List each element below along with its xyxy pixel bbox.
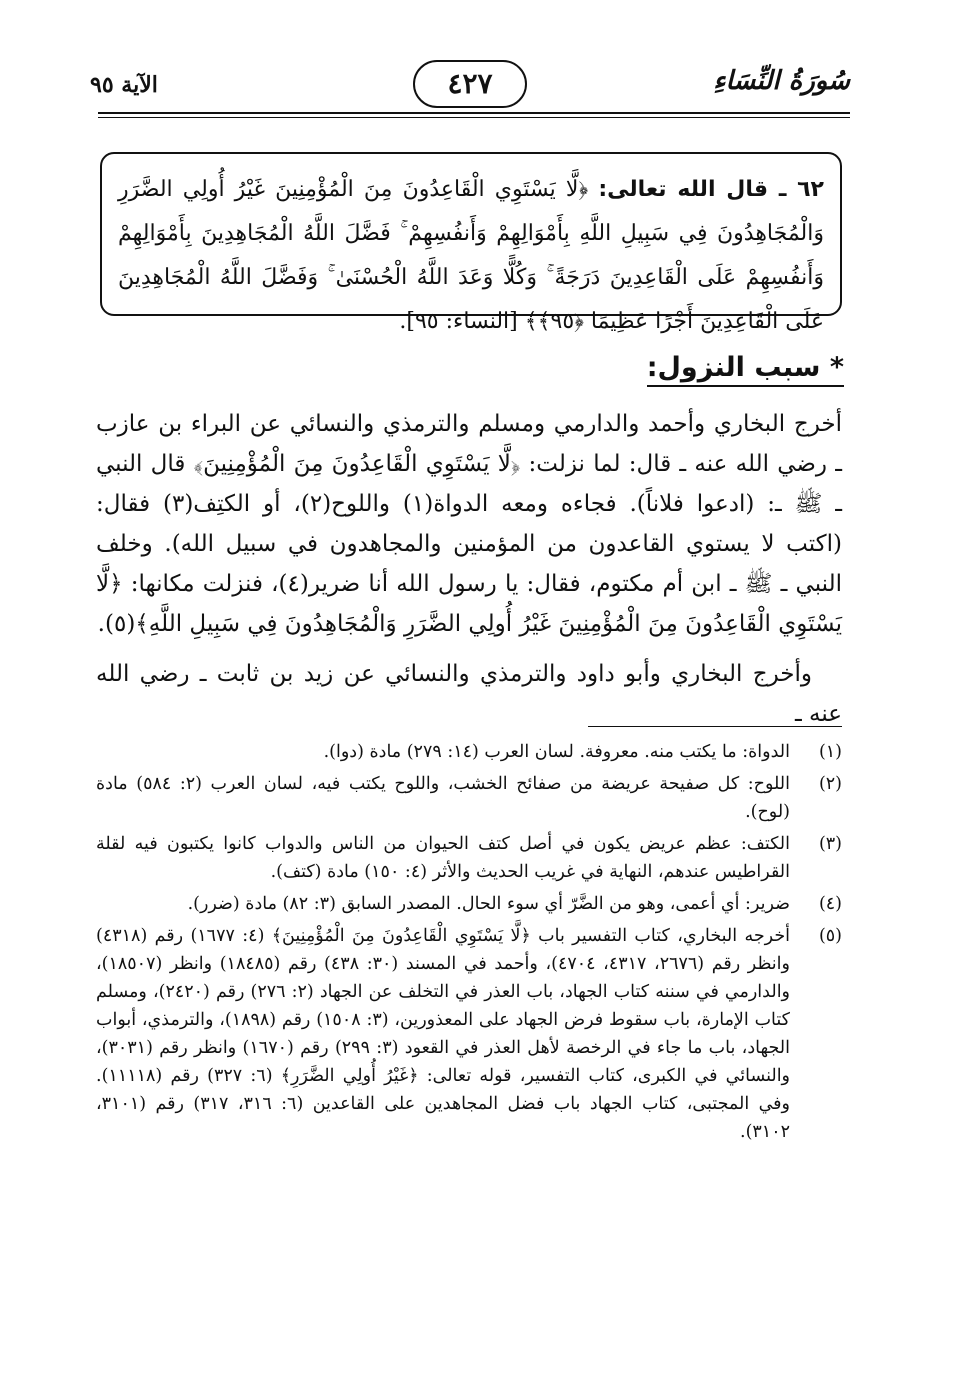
header-rule-thick [98,112,850,114]
footnote [96,890,842,918]
surah-title: سُورَةُ النِّسَاءِ [713,66,850,96]
footnote [96,738,842,766]
footnote-text: الكتف: عظم عريض يكون في أصل كتف الحيوان من الناس والدواب كانوا يكتبون فيه لقلة القراطيس عندهم، النهاية في غريب الحديث والأثر (٤: ١٥٠) مادة (كتف). [96,834,790,882]
body-text [96,404,842,734]
footnote-text: الدواة: ما يكتب منه. معروفة. لسان العرب (١٤: ٢٧٩) مادة (دوا). [323,742,790,762]
footnotes [96,738,842,1150]
page-number: ٤٢٧ [413,60,527,108]
footnote-text: ضرير: أي أعمى، وهو من الضَّرّ أي سوء الحال. المصدر السابق (٣: ٨٢) مادة (ضرر). [187,894,790,914]
quran-verse-box [100,152,842,334]
footnote-number: (٤) [818,894,842,914]
footnote [96,922,842,1146]
section-title: * سبب النزول: [647,352,844,387]
footnote [96,770,842,826]
footnote-number: (٥) [818,926,842,946]
footnote-separator [588,726,842,727]
verse-reference: الآية ٩٥ [90,72,158,98]
body-paragraph-1: أخرج البخاري وأحمد والدارمي ومسلم والترمذي والنسائي عن البراء بن عازب ـ رضي الله عنه ـ قال: لما نزلت: ﴿لَّا يَسْتَوِي الْقَاعِدُونَ مِنَ الْمُؤْمِنِينَ﴾ قال النبي ـ ﷺ ـ: (ادعوا فلاناً). فجاءه ومعه الدواة(١) واللوح(٢)، أو الكتِف(٣) فقال: (اكتب لا يستوي القاعدون من المؤمنين والمجاهدون في سبيل الله). وخلف النبي ـ ﷺ ـ ابن أم مكتوم، فقال: يا رسول الله أنا ضرير(٤)، فنزلت مكانها: ﴿لَّا يَسْتَوِي الْقَاعِدُونَ مِنَ الْمُؤْمِنِينَ غَيْرُ أُولِي الضَّرَرِ وَالْمُجَاهِدُونَ فِي سَبِيلِ اللَّهِ﴾(٥). [96,411,843,637]
page-header [90,60,850,110]
footnote-number: (١) [818,742,842,762]
footnote-number: (٢) [818,774,842,794]
footnote-text: اللوح: كل صفيحة عريضة من صفائح الخشب، واللوح يكتب فيه، لسان العرب (٢: ٥٨٤) مادة (لوح). [96,774,790,822]
footnote [96,830,842,886]
verse-text: ﴿لَّا يَسْتَوِي الْقَاعِدُونَ مِنَ الْمُؤْمِنِينَ غَيْرُ أُولِي الضَّرَرِ وَالْمُجَاهِدُونَ فِي سَبِيلِ اللَّهِ بِأَمْوَالِهِمْ وَأَنفُسِهِمْ ۚ فَضَّلَ اللَّهُ الْمُجَاهِدِينَ بِأَمْوَالِهِمْ وَأَنفُسِهِمْ عَلَى الْقَاعِدِينَ دَرَجَةً ۚ وَكُلًّا وَعَدَ اللَّهُ الْحُسْنَىٰ ۚ وَفَضَّلَ اللَّهُ الْمُجَاهِدِينَ عَلَى الْقَاعِدِينَ أَجْرًا عَظِيمًا ﴿٩٥﴾﴾ [النساء: ٩٥]. [118,177,824,334]
footnote-text: أخرجه البخاري، كتاب التفسير باب ﴿لَّا يَسْتَوِي الْقَاعِدُونَ مِنَ الْمُؤْمِنِينَ﴾ (٤: ١٦٧٧) رقم (٤٣١٨) وانظر رقم (٢٦٧٦، ٤٣١٧، ٤٧٠٤)، وأحمد في المسند (٣٠: ٤٣٨) رقم (١٨٤٨٥) وانظر (١٨٥٠٧)، والدارمي في سننه كتاب الجهاد، باب العذر في التخلف عن الجهاد (٢: ٢٧٦) رقم (٢٤٢٠)، ومسلم كتاب الإمارة، باب سقوط فرض الجهاد على المعذورين، (٣: ١٥٠٨) رقم (١٨٩٨)، والترمذي، أبواب الجهاد، باب ما جاء في الرخصة لأهل العذر في القعود (٣: ٢٩٩) رقم (١٦٧٠) وانظر رقم (٣٠٣١)، والنسائي في الكبرى، كتاب التفسير، قوله تعالى: ﴿غَيْرُ أُولِي الضَّرَرِ﴾ (٦: ٣٢٧) رقم (١١١١٨). وفي المجتبى، كتاب الجهاد باب فضل المجاهدين على القاعدين (٦: ٣١٦، ٣١٧) رقم (٣١٠١، ٣١٠٢). [96,926,791,1142]
body-paragraph-2: وأخرج البخاري وأبو داود والترمذي والنسائي عن زيد بن ثابت ـ رضي الله عنه ـ [96,661,842,727]
verse-lead: ٦٢ ـ قال الله تعالى: [598,177,824,202]
header-rule-thin [98,117,850,118]
footnote-number: (٣) [818,834,842,854]
